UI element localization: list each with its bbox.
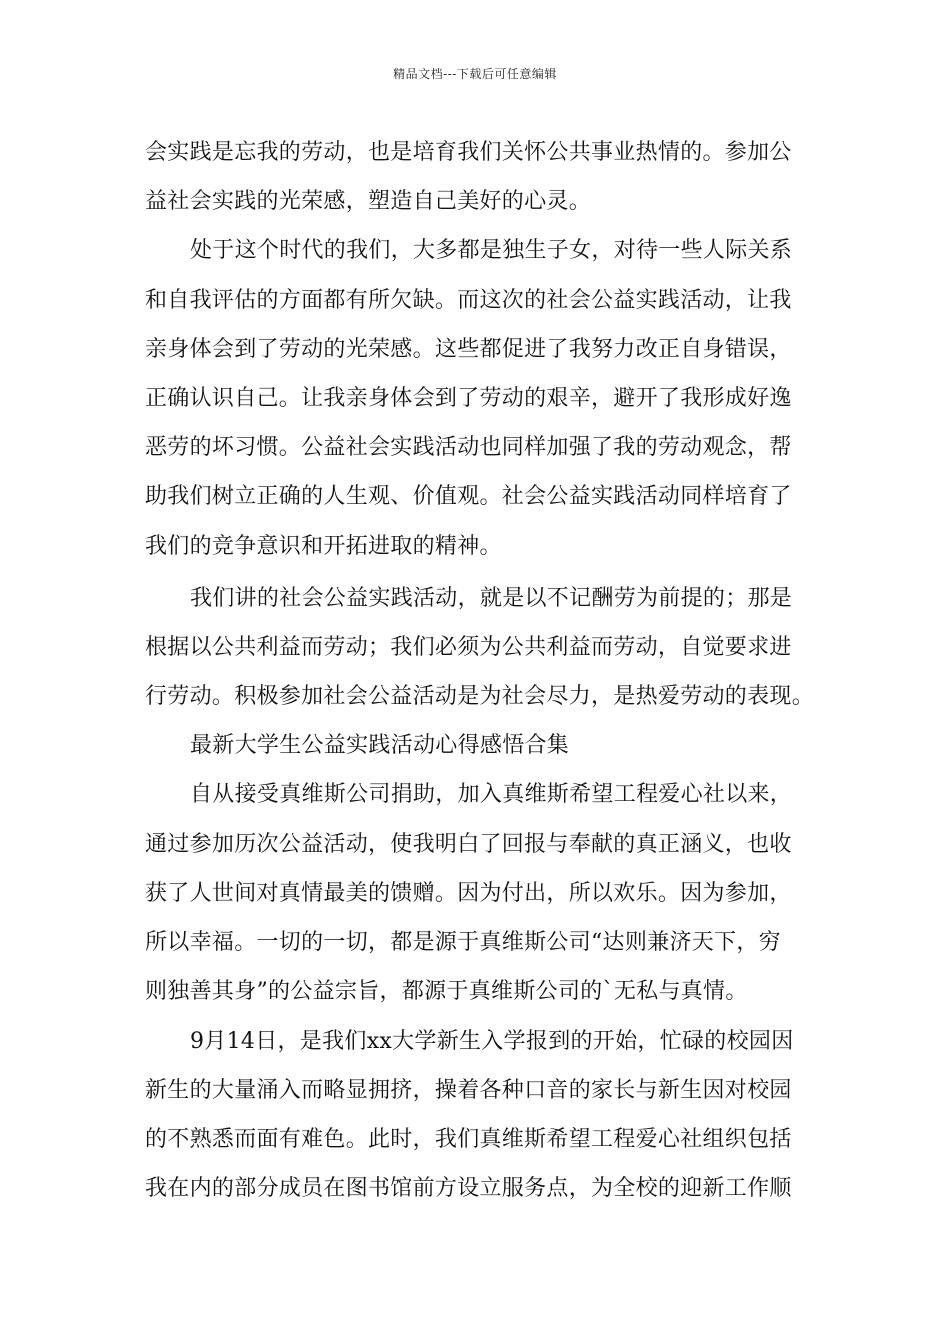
body-line: 根据以公共利益而劳动；我们必须为公共利益而劳动，自觉要求进 — [145, 635, 792, 660]
body-line: 益社会实践的光荣感，塑造自己美好的心灵。 — [145, 189, 592, 214]
page-header: 精品文档---下载后可任意编辑 — [393, 67, 557, 81]
body-line: 新生的大量涌入而略显拥挤，操着各种口音的家长与新生因对校园 — [145, 1078, 792, 1103]
body-line: 我在内的部分成员在图书馆前方设立服务点，为全校的迎新工作顺 — [145, 1176, 792, 1201]
body-line: 则独善其身”的公益宗旨，都源于真维斯公司的`无私与真情。 — [145, 979, 748, 1004]
body-line: 的不熟悉而面有难色。此时，我们真维斯希望工程爱心社组织包括 — [145, 1127, 792, 1152]
body-line: 亲身体会到了劳动的光荣感。这些都促进了我努力改正自身错误， — [145, 337, 792, 362]
body-line: 行劳动。积极参加社会公益活动是为社会尽力，是热爱劳动的表现。 — [145, 684, 815, 709]
body-line: 我们的竞争意识和开拓进取的精神。 — [145, 534, 502, 559]
body-line: 通过参加历次公益活动，使我明白了回报与奉献的真正涵义，也收 — [145, 832, 792, 857]
body-line: 处于这个时代的我们，大多都是独生子女，对待一些人际关系 — [190, 238, 793, 263]
body-line: 正确认识自己。让我亲身体会到了劳动的艰辛，避开了我形成好逸 — [145, 386, 792, 411]
body-line: 我们讲的社会公益实践活动，就是以不记酬劳为前提的；那是 — [190, 586, 793, 611]
body-line: 助我们树立正确的人生观、价值观。社会公益实践活动同样培育了 — [145, 484, 792, 509]
body-line: 恶劳的坏习惯。公益社会实践活动也同样加强了我的劳动观念，帮 — [145, 435, 792, 460]
body-line: 9月14日，是我们xx大学新生入学报到的开始，忙碌的校园因 — [190, 1029, 794, 1054]
section-heading: 最新大学生公益实践活动心得感悟合集 — [190, 733, 570, 758]
body-line: 和自我评估的方面都有所欠缺。而这次的社会公益实践活动，让我 — [145, 288, 792, 313]
body-line: 获了人世间对真情最美的馈赠。因为付出，所以欢乐。因为参加， — [145, 881, 792, 906]
body-line: 会实践是忘我的劳动，也是培育我们关怀公共事业热情的。参加公 — [145, 140, 792, 165]
body-line: 所以幸福。一切的一切，都是源于真维斯公司“达则兼济天下，穷 — [145, 930, 781, 955]
body-line: 自从接受真维斯公司捐助，加入真维斯希望工程爱心社以来， — [190, 782, 793, 807]
